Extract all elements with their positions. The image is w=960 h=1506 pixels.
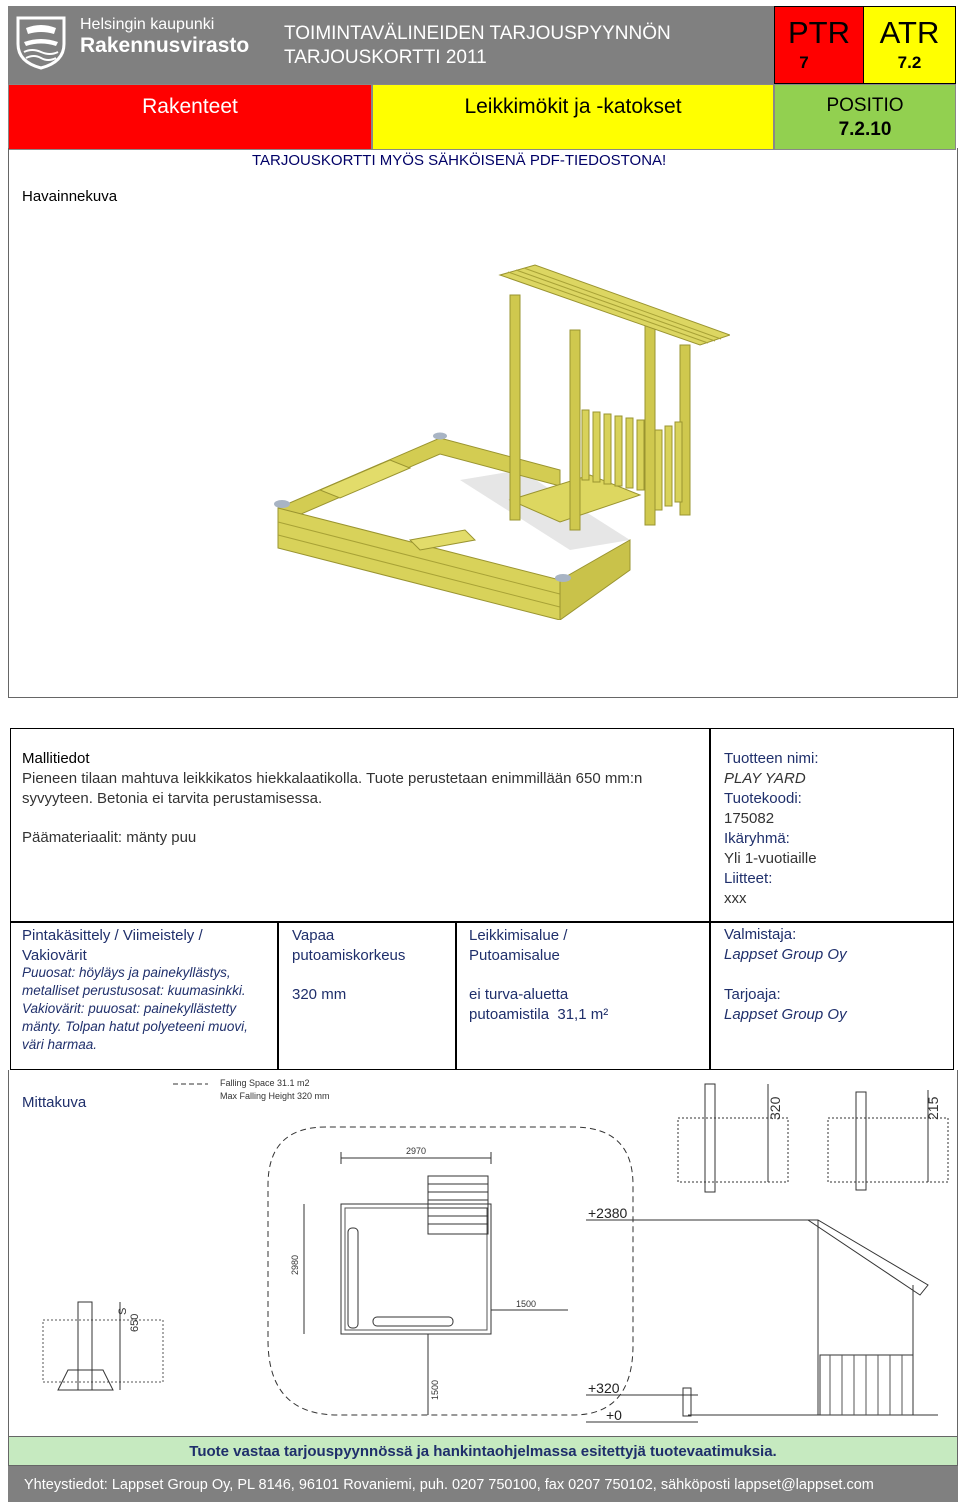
age-group-value: Yli 1-vuotiaille (724, 850, 817, 867)
page-title (284, 22, 764, 70)
atr-label: ATR (879, 15, 940, 50)
bidder-label: Tarjoaja: (724, 986, 781, 1003)
subcategory-cell (372, 84, 774, 150)
requirement-text: Tuote vastaa tarjouspyynnössä ja hankintaohjelmassa esitettyjä tuotevaatimuksia. (189, 1443, 777, 1460)
model-info-cell (10, 728, 710, 922)
ptr-label: PTR (788, 15, 850, 50)
fall-height-value: 320 mm (292, 986, 347, 1003)
dim-650: 650 (129, 1313, 141, 1332)
positio-cell (774, 84, 956, 150)
bidder-value: Lappset Group Oy (724, 1006, 847, 1023)
dim-width: 2970 (406, 1146, 427, 1156)
finish-title: Pintakäsittely / Viimeistely / Vakiovärit (22, 927, 203, 964)
product-code-value: 175082 (724, 810, 775, 827)
age-group-label: Ikäryhmä: (724, 830, 790, 847)
atr-box (863, 6, 956, 84)
drawing-title: Mittakuva (22, 1094, 87, 1111)
pdf-notice: TARJOUSKORTTI MYÖS SÄHKÖISENÄ PDF-TIEDOSTONA! (252, 152, 667, 169)
attachments-label: Liitteet: (724, 870, 773, 887)
positio-value: 7.2.10 (838, 119, 892, 140)
attachments-value: xxx (724, 890, 747, 907)
play-area-line2: putoamistila 31,1 m² (469, 1006, 609, 1023)
fall-height-title: Vapaa putoamiskorkeus (292, 927, 406, 964)
manufacturer-label: Valmistaja: (724, 926, 797, 943)
play-area-line1: ei turva-aluetta (469, 986, 569, 1003)
title-line1: TOIMINTAVÄLINEIDEN TARJOUSPYYNNÖN (284, 23, 671, 44)
city-logo (14, 14, 274, 74)
product-name-label: Tuotteen nimi: (724, 750, 819, 767)
logo-line1: Helsingin kaupunki (80, 16, 215, 33)
positio-label: POSITIO (826, 95, 904, 116)
requirement-bar (8, 1436, 958, 1466)
dim-s: S (117, 1307, 129, 1315)
model-description: Pieneen tilaan mahtuva leikkikatos hiekkalaatikolla. Tuote perustetaan enimmillään 650 mm:n syvyyteen. Betonia ei tarvita perustamisessa. (22, 770, 643, 807)
product-name-value: PLAY YARD (724, 770, 806, 787)
ptr-box (774, 6, 864, 84)
ptr-value: 7 (799, 53, 809, 72)
atr-value: 7.2 (897, 53, 922, 72)
model-title: Mallitiedot (22, 750, 90, 767)
model-materials: Päämateriaalit: mänty puu (22, 829, 197, 846)
dim-320: 320 (767, 1096, 783, 1120)
dim-1500-vertical: 1500 (430, 1379, 440, 1400)
contact-text: Yhteystiedot: Lappset Group Oy, PL 8146, 96101 Rovaniemi, puh. 0207 750100, fax 0207 750102, sähköposti lappset@lappset.com (24, 1477, 874, 1493)
manufacturer-value: Lappset Group Oy (724, 946, 847, 963)
dim-1500-horizontal: 1500 (516, 1299, 537, 1309)
elevation-0: +0 (606, 1407, 622, 1423)
title-line2: TARJOUSKORTTI 2011 (284, 47, 487, 68)
legend-line1: Falling Space 31.1 m2 (220, 1078, 310, 1088)
product-illustration (260, 250, 730, 620)
subcategory-label: Leikkimökit ja -katokset (464, 95, 682, 118)
play-area-title: Leikkimisalue / Putoamisalue (469, 927, 568, 964)
dim-depth: 2980 (290, 1254, 300, 1275)
logo-line2: Rakennusvirasto (80, 34, 250, 57)
legend-line2: Max Falling Height 320 mm (220, 1091, 330, 1101)
dim-215: 215 (925, 1096, 941, 1120)
technical-drawing (8, 1070, 958, 1438)
helsinki-crest-icon (14, 14, 68, 70)
elevation-2380: +2380 (588, 1205, 628, 1221)
contact-bar (8, 1466, 958, 1502)
finish-text: Puuosat: höyläys ja painekyllästys, metalliset perustusosat: kuumasinkki. Vakiovärit: puuosat: painekyllästetty mänty. Tolpan hatut polyeteeni muovi, väri harmaa. (22, 965, 248, 1052)
category-cell (8, 84, 372, 150)
product-code-label: Tuotekoodi: (724, 790, 802, 807)
category-label: Rakenteet (142, 95, 238, 118)
elevation-320: +320 (588, 1380, 620, 1396)
illustration-title: Havainnekuva (22, 188, 118, 205)
